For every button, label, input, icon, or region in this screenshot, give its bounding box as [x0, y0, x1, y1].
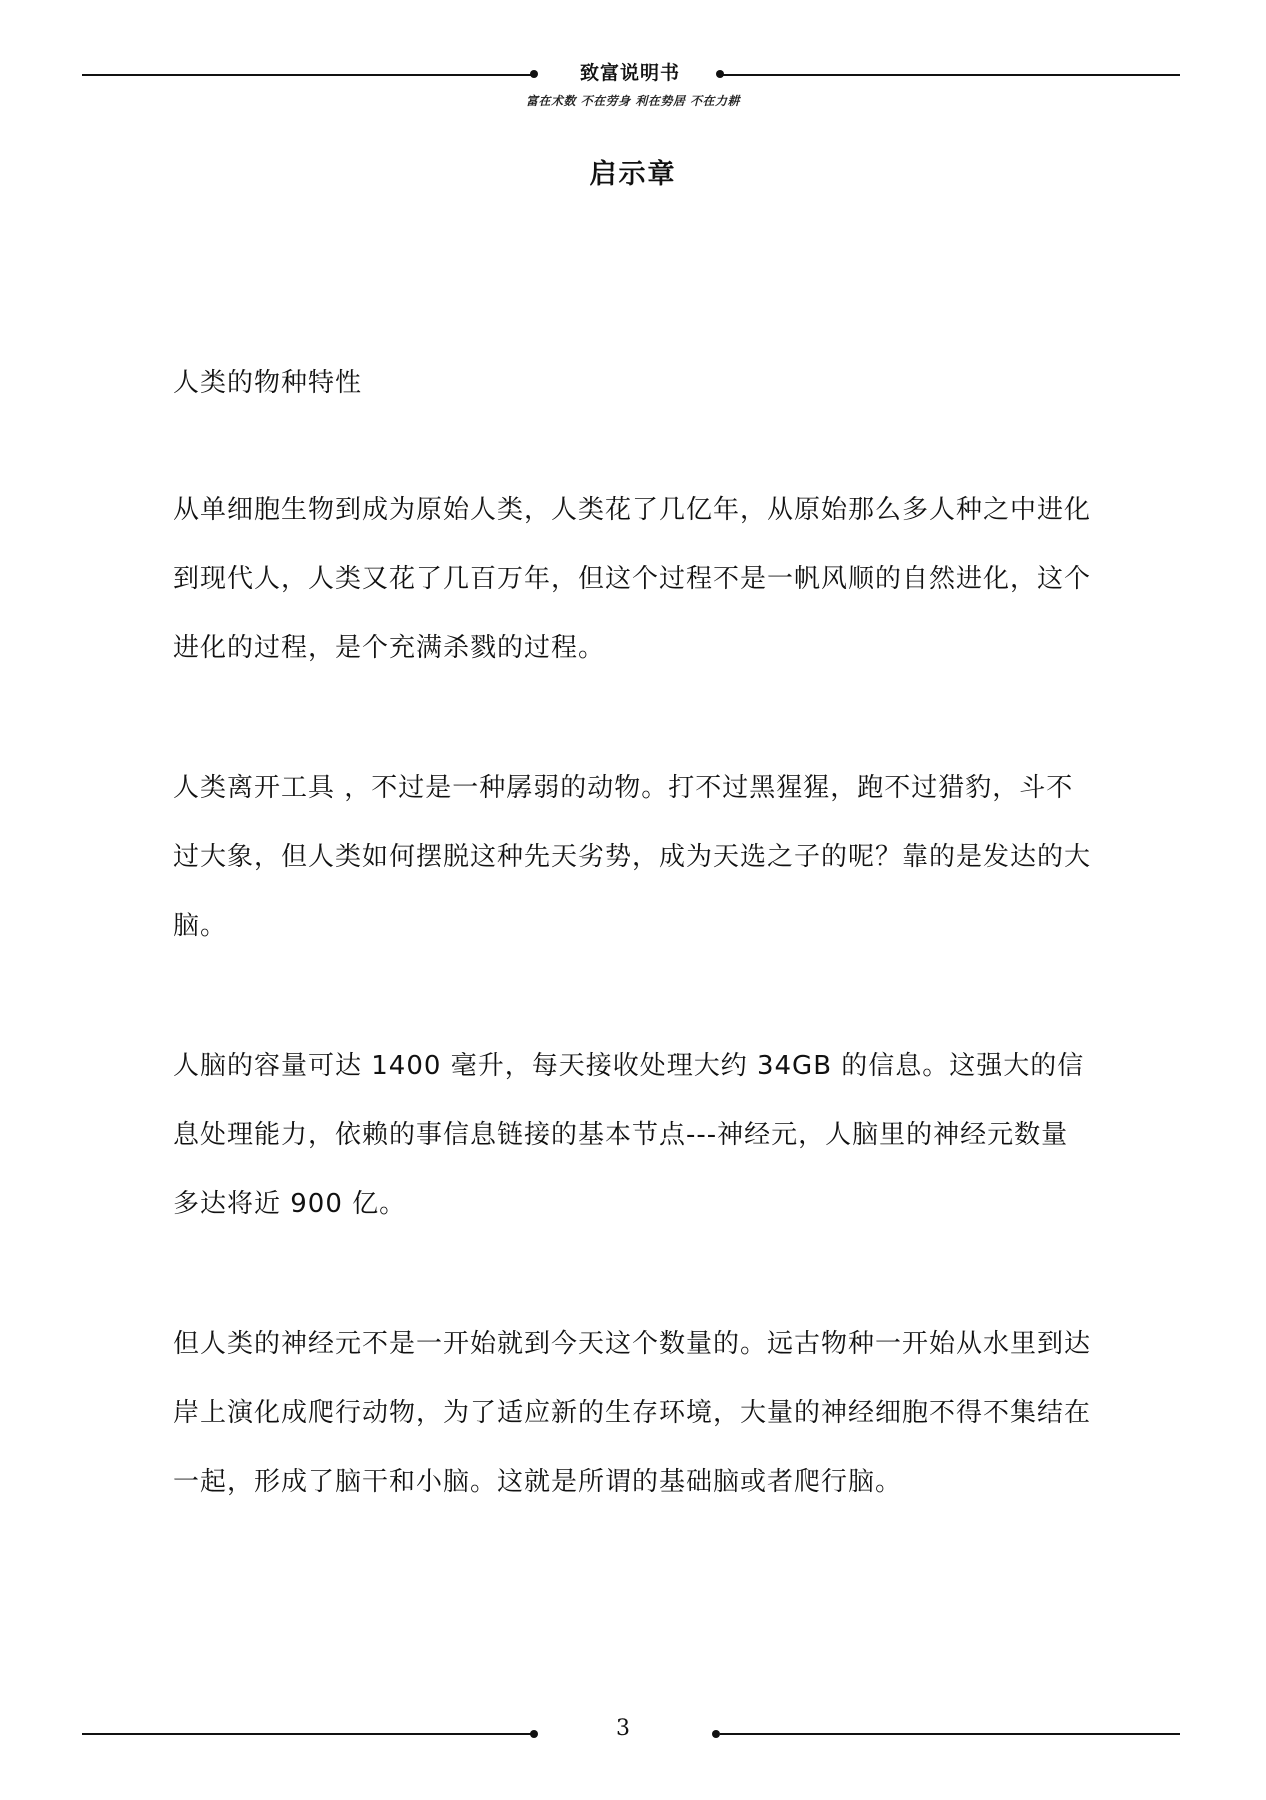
footer-bullet-right — [712, 1730, 720, 1738]
header-bullet-left — [530, 70, 538, 78]
footer-rule-left — [82, 1733, 534, 1735]
paragraph-3: 人脑的容量可达 1400 毫升，每天接收处理大约 34GB 的信息。这强大的信息处理能力，依赖的事信息链接的基本节点---神经元，人脑里的神经元数量多达将近 900 亿。 — [173, 1051, 1085, 1219]
footer-rule-right — [720, 1733, 1180, 1735]
page-number: 3 — [616, 1716, 630, 1741]
book-motto: 富在术数 不在劳身 利在势居 不在力耕 — [525, 94, 741, 108]
section-heading: 人类的物种特性 — [173, 368, 363, 398]
header-rule-left — [82, 74, 532, 76]
header-rule-right — [722, 74, 1180, 76]
footer-bullet-left — [530, 1730, 538, 1738]
chapter-title: 启示章 — [589, 159, 677, 190]
paragraph-2: 人类离开工具 ，不过是一种孱弱的动物。打不过黑猩猩，跑不过猎豹，斗不过大象，但人类如何摆脱这种先天劣势，成为天选之子的呢？靠的是发达的大脑。 — [173, 773, 1092, 941]
book-title: 致富说明书 — [579, 62, 680, 84]
paragraph-4: 但人类的神经元不是一开始就到今天这个数量的。远古物种一开始从水里到达岸上演化成爬行动物，为了适应新的生存环境，大量的神经细胞不得不集结在一起，形成了脑干和小脑。这就是所谓的基础脑或者爬行脑。 — [173, 1329, 1092, 1497]
paragraph-1: 从单细胞生物到成为原始人类，人类花了几亿年，从原始那么多人种之中进化到现代人，人类又花了几百万年，但这个过程不是一帆风顺的自然进化，这个进化的过程，是个充满杀戮的过程。 — [173, 495, 1092, 663]
